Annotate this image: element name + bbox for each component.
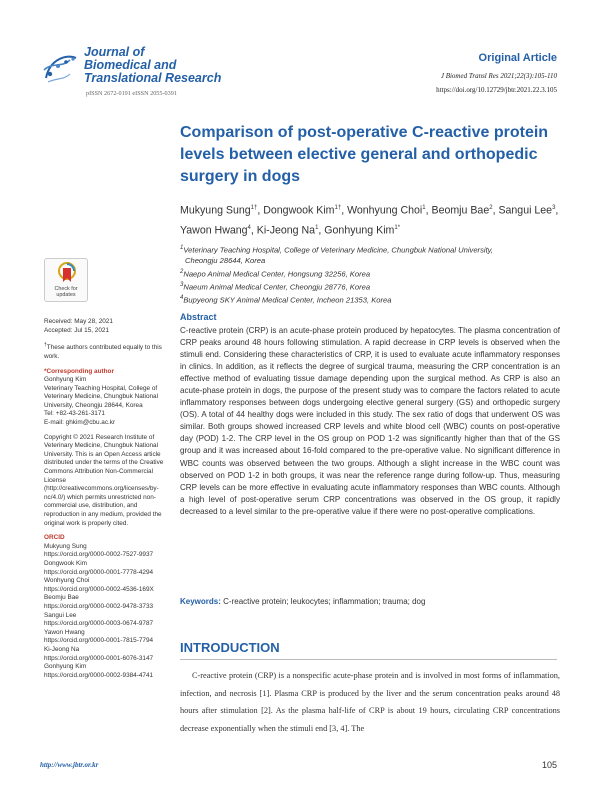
author-list [180,200,570,239]
article-type: Original Article [478,52,557,64]
affiliation [180,293,570,306]
bookmark-icon [58,262,76,284]
equal-note-text: These authors contributed equally to this work. [44,344,162,360]
author-affiliation-mark: 1 [422,205,426,211]
affiliation-number: 2 [180,268,184,275]
keywords [180,597,560,606]
section-divider [180,659,557,660]
orcid-author-name: Dongwook Kim [44,559,87,567]
journal-name-line3: Translational Research [84,71,222,85]
abstract-text: C-reactive protein (CRP) is an acute-phase protein produced by hepatocytes. The plasma concentration of CRP peaks around 48 hours following stimulation. A rapid decrease in CRP levels is observed when the stimuli end. Considering these characteristics of CRP, it is used to evaluate acute inflammatory responses in clinics. In addition, as it reflects the degree of surgical trauma, measuring the CRP concentration is an effective method of evaluating tissue damage depending upon the surgical method. As CRP is also an acute-phase protein in dogs, the purpose of the present study was to compare the factors related to acute inflammatory responses between dogs undergoing elective general surgery (GS) and orthopedic surgery (OS). A total of 44 healthy dogs were included in this study. The sex ratio of dogs that underwent OS was similar. Both groups showed increased CRP levels and white blood cell (WBC) counts on post-operative day (POD) 1-2. The CRP level in the OS group on POD 1-2 was significantly higher than that of the GS group and it was increased about 16-fold compared to the pre-operative value. No significant difference in WBC counts was observed between the two groups. Although a slight increase in the WBC count was observed on POD 1-2 in both groups, it was near the reference range during follow-up. Thus, measuring CRP levels can be more effective in evaluating acute inflammatory responses than WBC counts. Although a high level of post-operative serum CRP concentrations was observed in the OS group, it rapidly decreased to a level similar to the pre-operative value if there were no post-operative complications. [180,326,560,516]
author-separator: , [492,204,499,217]
dagger-mark: † [44,342,47,349]
journal-name-line1: Journal of [84,45,145,59]
orcid-author-name: Wonhyung Choi [44,577,90,585]
orcid-author-name: Yawon Hwang [44,628,85,636]
affiliation [180,267,570,280]
corr-address: Veterinary Teaching Hospital, College of Veterinary Medicine, Chungbuk National University, Cheongju 28644, Korea [44,384,159,409]
article-sidebar [44,318,164,686]
orcid-link[interactable]: https://orcid.org/0000-0002-9478-3733 [44,602,154,610]
affiliation-text: Veterinary Teaching Hospital, College of Veterinary Medicine, Chungbuk National University, [183,245,494,255]
affiliation-number: 4 [180,294,184,301]
affiliation [180,243,570,267]
affiliation [180,280,570,293]
citation: J Biomed Transl Res 2021;22(3):105-110 [440,72,557,80]
author-separator: , [341,204,348,217]
author-separator: , [257,204,264,217]
introduction-text: C-reactive protein (CRP) is a nonspecific acute-phase protein and is involved in most forms of inflammation, infection, and necrosis [1]. Plasma CRP is produced by the liver and the serum concentration peaks around 48 hours after stimulation [2]. As the plasma half-life of CRP is about 19 hours, circulating CRP concentrations decrease exponentially when the stimuli end [3, 4]. The [180,671,560,733]
corresponding-author [44,368,164,428]
author-affiliation-mark: 1† [334,205,342,211]
author-name: Yawon Hwang [180,224,248,237]
author-separator: , [318,224,325,237]
corr-email[interactable]: E-mail: ghkim@cbu.ac.kr [44,419,116,427]
orcid-link[interactable]: https://orcid.org/0000-0001-7778-4294 [44,568,154,576]
orcid-link[interactable]: https://orcid.org/0000-0001-7815-7794 [44,637,154,645]
affiliation-text: Naepo Animal Medical Center, Hongsung 32256, Korea [183,269,371,279]
orcid-list [44,534,164,680]
introduction-heading: INTRODUCTION [180,640,280,655]
author-name: Dongwook Kim [263,204,335,217]
corr-name: Gonhyung Kim [44,376,87,384]
keywords-label: Keywords: [180,597,221,606]
author-separator: , [555,204,559,217]
orcid-author-name: Mukyung Sung [44,542,87,550]
accepted-date: Accepted: Jul 15, 2021 [44,326,110,334]
affiliation-text: Bupyeong SKY Animal Medical Center, Incheon 21353, Korea [183,295,392,305]
affiliation-number: 3 [180,281,184,288]
author-affiliation-mark: 2 [489,205,493,211]
article-title: Comparison of post-operative C-reactive protein levels between elective general and orthopedic surgery in dogs [180,124,549,185]
author-name: Beomju Bae [431,204,490,217]
copyright-notice: Copyright © 2021 Research Institute of Veterinary Medicine, Chungbuk National University. This is an Open Access article distributed under the terms of the Creative Commons Attribution Non-Commercial License (http://creativecommons.org/licenses/by-nc/4.0/) which permits unrestricted non-commercial use, distribution, and reproduction in any medium, provided the original work is properly cited. [44,433,164,527]
keywords-list: C-reactive protein; leukocytes; inflammation; trauma; dog [223,597,426,606]
orcid-heading: ORCID [44,534,65,542]
author-affiliation-mark: 3 [552,205,556,211]
author-separator: , [425,204,432,217]
author-affiliation-mark: 1* [394,224,401,231]
page-number: 105 [541,760,557,770]
journal-name-line2: Biomedical and [84,58,177,72]
author-affiliation-mark: 1 [315,224,319,231]
orcid-link[interactable]: https://orcid.org/0000-0002-7527-9937 [44,551,154,559]
doi-link[interactable]: https://doi.org/10.12729/jbtr.2021.22.3.105 [436,86,557,94]
author-affiliation-mark: 1† [250,205,258,211]
corr-tel: Tel: +82-43-261-3171 [44,410,105,418]
orcid-link[interactable]: https://orcid.org/0000-0002-9384-4741 [44,671,154,679]
orcid-link[interactable]: https://orcid.org/0000-0003-0674-9787 [44,620,154,628]
check-for-updates-badge[interactable] [44,258,88,302]
affiliation-text-cont: Cheongju 28644, Korea [185,256,266,266]
affiliations [180,243,570,306]
abstract-heading: Abstract [180,312,217,322]
author-name: Mukyung Sung [180,204,251,217]
author-name: Ki-Jeong Na [256,224,316,237]
corresponding-heading: *Corresponding author [44,367,114,375]
orcid-author-name: Beomju Bae [44,594,79,602]
author-affiliation-mark: 4 [247,224,251,231]
badge-line2: updates [56,292,76,299]
journal-url-link[interactable]: http://www.jbtr.or.kr [40,761,99,769]
affiliation-number: 1 [180,245,184,251]
orcid-link[interactable]: https://orcid.org/0000-0002-4536-169X [44,585,154,593]
orcid-author-name: Gonhyung Kim [44,663,87,671]
author-name: Sangui Lee [498,204,553,217]
received-date: Received: May 28, 2021 [44,318,113,325]
orcid-author-name: Ki-Jeong Na [44,645,80,653]
affiliation-text: Naeum Animal Medical Center, Cheongju 28776, Korea [183,282,371,292]
orcid-link[interactable]: https://orcid.org/0000-0001-6076-3147 [44,654,154,662]
journal-logo-icon [40,48,80,88]
issn: pISSN 2672-0191 eISSN 2055-0391 [86,90,177,97]
author-separator: , [250,224,257,237]
badge-line1: Check for [54,286,78,292]
author-name: Wonhyung Choi [347,204,423,217]
author-name: Gonhyung Kim [324,224,395,237]
orcid-author-name: Sangui Lee [44,611,77,619]
equal-contribution-note [44,341,164,361]
